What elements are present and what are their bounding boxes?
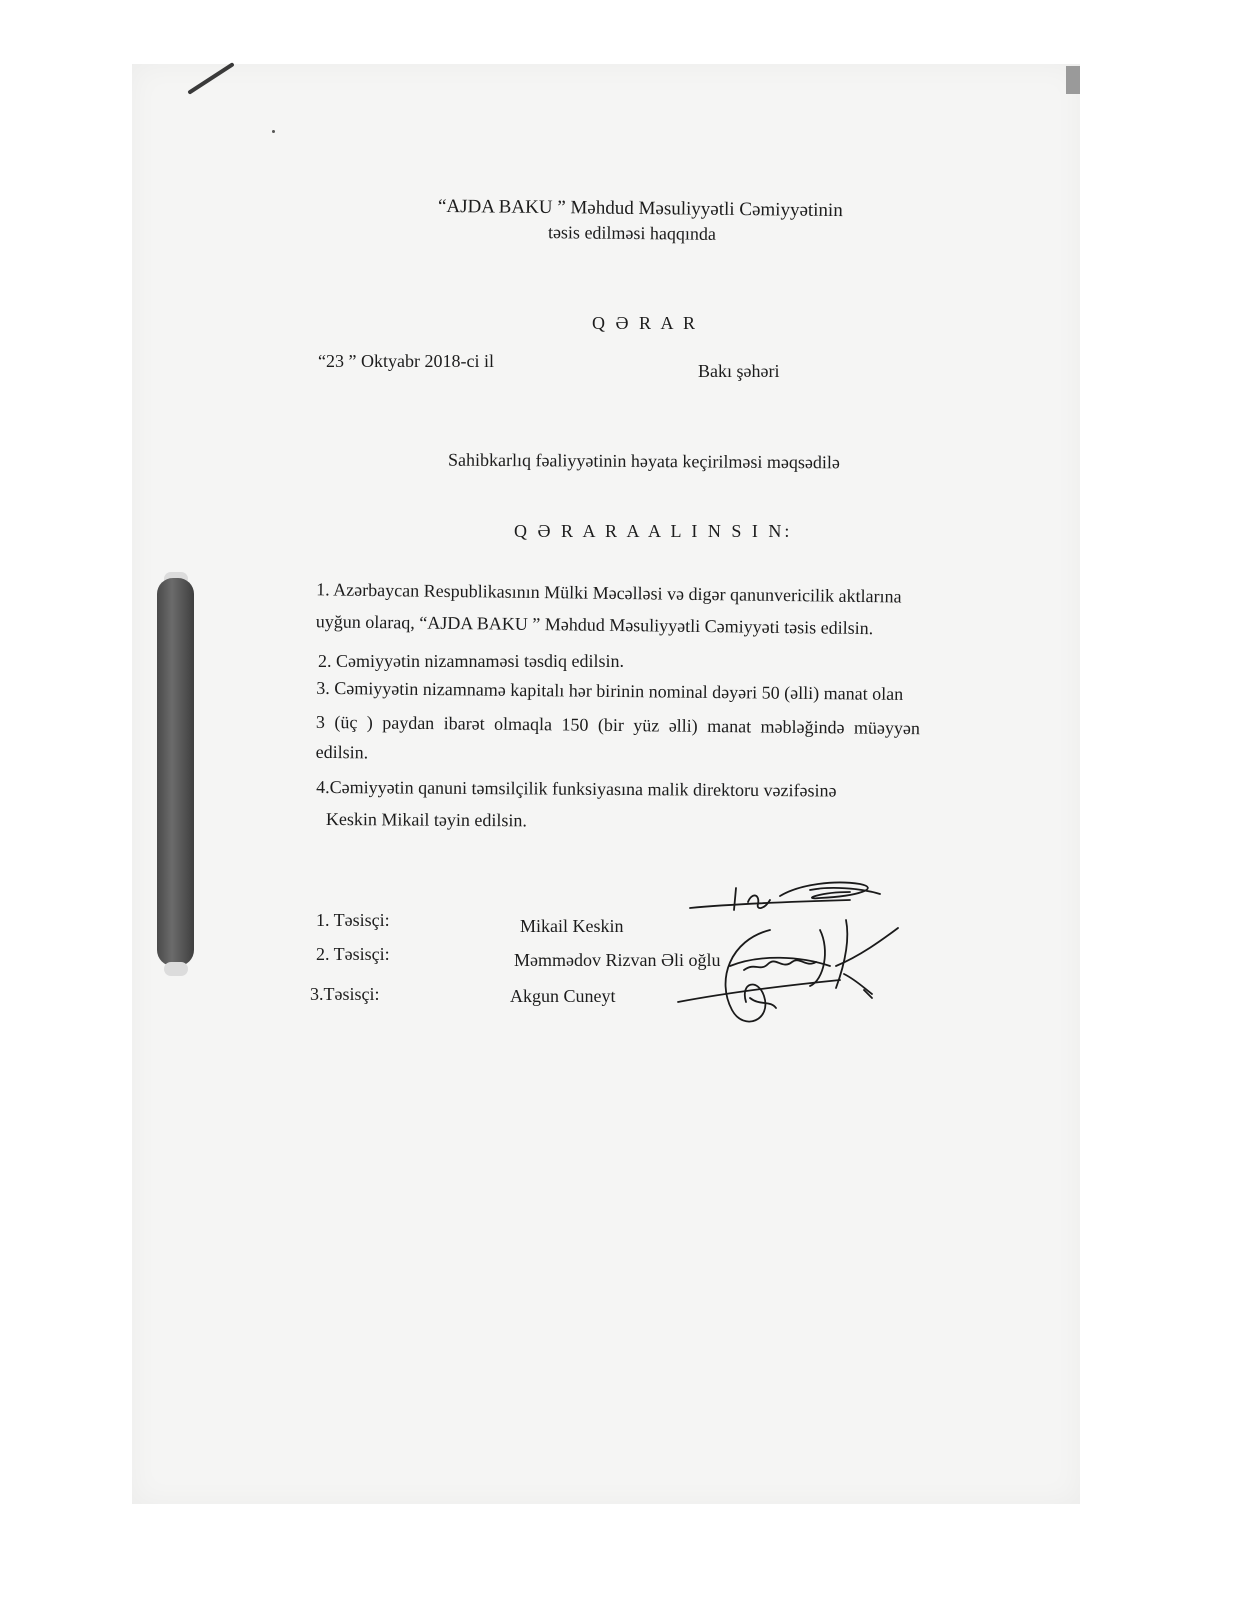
speck-mark <box>272 130 275 133</box>
decision-item-1-line1: 1. Azərbaycan Respublikasının Mülki Məcəlləsi və digər qanunvericilik aktlarına <box>316 579 902 607</box>
decision-item-1-line2: uyğun olaraq, “AJDA BAKU ” Məhdud Məsuliyyətli Cəmiyyəti təsis edilsin. <box>315 611 874 639</box>
decision-item-2-text: 2. Cəmiyyətin nizamnaməsi təsdiq edilsin. <box>318 651 624 671</box>
founder-2-label: 2. Təsisçi: <box>316 944 390 964</box>
resolved-heading: Q Ə R A R A A L I N S I N: <box>514 521 793 541</box>
decision-item-3-line3: edilsin. <box>315 741 369 763</box>
decision-item-3 <box>316 677 921 769</box>
decision-item-4-line1: 4.Cəmiyyətin qanuni təmsilçilik funksiyasına malik direktoru vəzifəsinə <box>316 776 837 801</box>
decree-purpose: Sahibkarlıq fəaliyyətinin həyata keçirilməsi məqsədilə <box>447 449 840 473</box>
document-header-line1: “AJDA BAKU ” Məhdud Məsuliyyətli Cəmiyyətinin <box>437 195 843 222</box>
decree-city: Bakı şəhəri <box>698 361 780 381</box>
decision-item-2 <box>318 650 922 672</box>
decision-item-4 <box>316 776 920 834</box>
decree-date: “23 ” Oktyabr 2018-ci il <box>318 351 494 371</box>
handwritten-signatures-icon <box>660 870 920 1040</box>
decree-title: Q Ə R A R <box>592 313 699 333</box>
corner-shadow-mark <box>1066 66 1080 94</box>
decision-item-3-line2: 3 (üç ) paydan ibarət olmaqla 150 (bir yüz əlli) manat məbləğində müəyyən <box>315 711 921 739</box>
founder-1-label: 1. Təsisçi: <box>316 910 390 930</box>
founder-1-name: Mikail Keskin <box>520 916 624 936</box>
founder-3-label: 3.Təsisçi: <box>310 984 380 1004</box>
document-header-line2: təsis edilməsi haqqında <box>547 222 717 244</box>
binding-cap-bottom <box>164 962 188 976</box>
decision-item-4-line2: Keskin Mikail təyin edilsin. <box>325 808 527 831</box>
founder-3-name: Akgun Cuneyt <box>510 986 616 1006</box>
founder-2-name: Məmmədov Rizvan Əli oğlu <box>514 950 721 970</box>
binding-strip-icon <box>157 578 194 966</box>
decision-item-1 <box>316 578 921 639</box>
decision-item-3-line1: 3. Cəmiyyətin nizamnamə kapitalı hər birinin nominal dəyəri 50 (əlli) manat olan <box>316 677 904 704</box>
